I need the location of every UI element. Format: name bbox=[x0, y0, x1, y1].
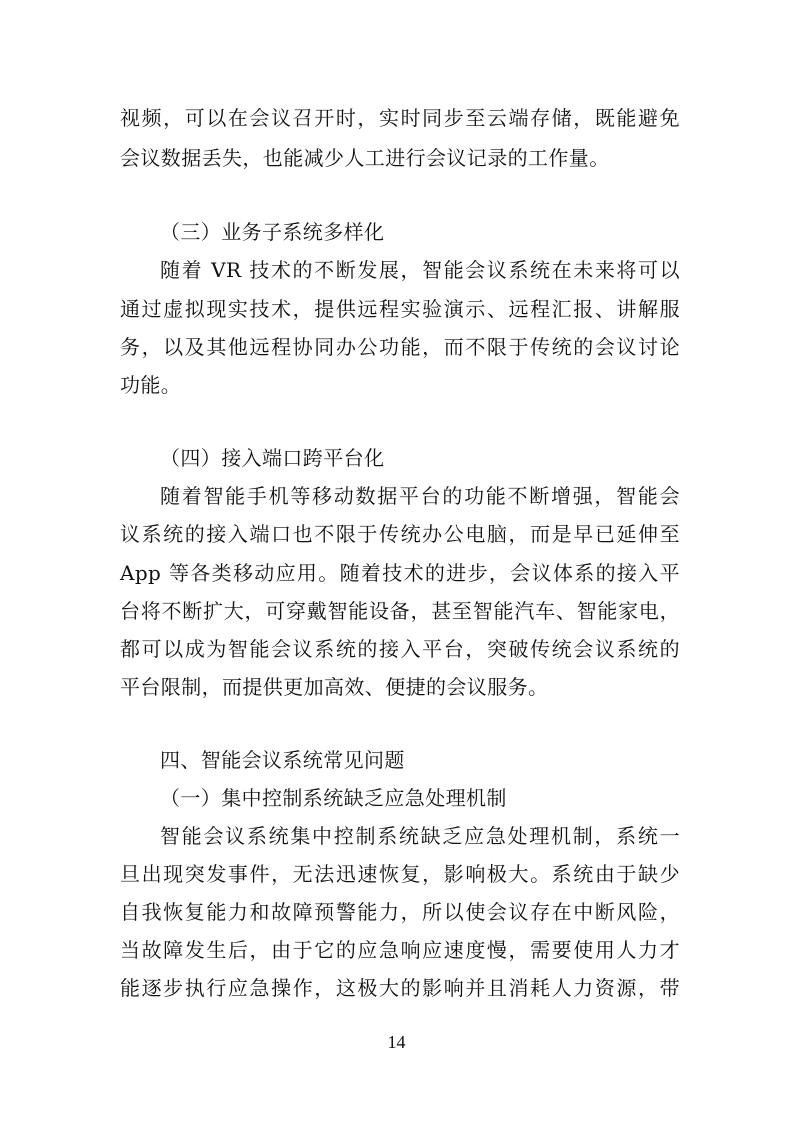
section-heading: 四、智能会议系统常见问题 bbox=[160, 748, 405, 772]
paragraph-line: 自我恢复能力和故障预警能力，所以使会议存在中断风险， bbox=[120, 900, 680, 924]
subheading-3: （三）业务子系统多样化 bbox=[160, 220, 385, 244]
paragraph-line: 智能会议系统集中控制系统缺乏应急处理机制，系统一 bbox=[160, 824, 680, 848]
paragraph-line: 随着智能手机等移动数据平台的功能不断增强，智能会 bbox=[160, 484, 680, 508]
subheading-1: （一）集中控制系统缺乏应急处理机制 bbox=[160, 786, 507, 810]
paragraph-line: App 等各类移动应用。随着技术的进步，会议体系的接入平 bbox=[120, 561, 680, 585]
paragraph-line: 旦出现突发事件，无法迅速恢复，影响极大。系统由于缺少 bbox=[120, 862, 680, 886]
paragraph-line: 议系统的接入端口也不限于传统办公电脑，而是早已延伸至 bbox=[120, 522, 680, 546]
paragraph-line: 台将不断扩大，可穿戴智能设备，甚至智能汽车、智能家电， bbox=[120, 599, 680, 623]
subheading-4: （四）接入端口跨平台化 bbox=[160, 446, 385, 470]
paragraph-line: 务，以及其他远程协同办公功能，而不限于传统的会议讨论 bbox=[120, 335, 680, 359]
paragraph-line: 随着 VR 技术的不断发展，智能会议系统在未来将可以 bbox=[160, 258, 680, 282]
paragraph-line: 功能。 bbox=[120, 373, 182, 397]
paragraph-line: 视频，可以在会议召开时，实时同步至云端存储，既能避免 bbox=[120, 106, 680, 130]
page-number: 14 bbox=[387, 1032, 406, 1052]
paragraph-line: 都可以成为智能会议系统的接入平台，突破传统会议系统的 bbox=[120, 637, 680, 661]
paragraph-line: 平台限制，而提供更加高效、便捷的会议服务。 bbox=[120, 675, 549, 699]
paragraph-line: 通过虚拟现实技术，提供远程实验演示、远程汇报、讲解服 bbox=[120, 297, 680, 321]
paragraph-line: 能逐步执行应急操作，这极大的影响并且消耗人力资源，带 bbox=[120, 976, 680, 1000]
paragraph-line: 当故障发生后，由于它的应急响应速度慢，需要使用人力才 bbox=[120, 938, 680, 962]
paragraph-line: 会议数据丢失，也能减少人工进行会议记录的工作量。 bbox=[120, 146, 610, 170]
